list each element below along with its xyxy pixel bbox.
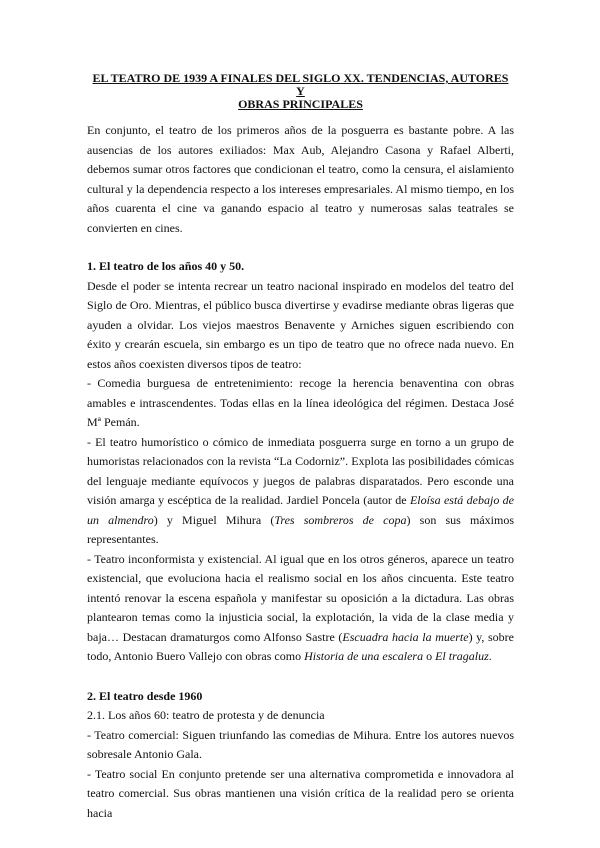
work-tres-sombreros: Tres sombreros de copa [274, 512, 407, 527]
section-1-paragraph: Desde el poder se intenta recrear un teatro nacional inspirado en modelos del teatro del Siglo de Oro. Mientras, el público busca divertirse y evadirse mediante obras ligeras que ayuden a olvidar. Los viejos maestros Benavente y Arniches siguen escribiendo con éxito y crearán escuela, sin embargo es un tipo de teatro que no ofrece nada nuevo. En estos años coexisten diversos tipos de teatro: [87, 278, 514, 371]
title-line-2: OBRAS PRINCIPALES [238, 97, 363, 111]
item-3-text-a: - Teatro inconformista y existencial. Al igual que en los otros géneros, aparece un teatro existencial, que evoluciona hacia el realismo social en los años cincuenta. Este teatro intentó renovar la escena española y manifestar su oposición a la dictadura. Las obras plantearon temas como la injusticia social, la explotación, la vida de la clase media y baja… Destacan dramaturgos como Alfonso Sastre ( [87, 551, 514, 644]
section-1-item-1: - Comedia burguesa de entretenimiento: recoge la herencia benaventina con obras amables e intrascendentes. Todas ellas en la línea ideológica del régimen. Destaca José Mª Pemán. [87, 376, 514, 429]
item-3-text-b: ) y, sobre todo, Antonio Buero Vallejo con obras como [87, 629, 514, 663]
intro-paragraph: En conjunto, el teatro de los primeros años de la posguerra es bastante pobre. A las ausencias de los autores exiliados: Max Aub, Alejandro Casona y Rafael Alberti, debemos sumar otros factores que condicionan el teatro, como la censura, el aislamiento cultural y la dependencia respecto a los intereses empresariales. Al mismo tiempo, en los años cuarenta el cine va ganando espacio al teatro y numerosas salas teatrales se convierten en cines. [87, 123, 514, 235]
item-3-text-c: o [423, 649, 436, 663]
title-line-1: EL TEATRO DE 1939 A FINALES DEL SIGLO XX. TENDENCIAS, AUTORES Y [92, 71, 509, 98]
item-2-text-c: ) son sus máximos representantes. [87, 512, 514, 546]
item-3-text-d: . [488, 649, 492, 663]
item-2-text-a: - El teatro humorístico o cómico de inmediata posguerra surge en torno a un grupo de humoristas relacionados con la revista “La Codorniz”. Explota las posibilidades cómicas del lenguaje mediante equívocos y juegos de palabras disparatados. Pero esconde una visión amarga y escéptica de la realidad. Jardiel Poncela (autor de [87, 434, 514, 507]
section-1-item-3 [87, 550, 514, 667]
section-2-heading: 2. El teatro desde 1960 [87, 688, 203, 703]
work-el-tragaluz: El tragaluz [435, 649, 489, 663]
work-eloisa: Eloísa está debajo de un almendro [87, 493, 514, 527]
section-2-item-2: - Teatro social En conjunto pretende ser una alternativa comprometida e innovadora al teatro comercial. Sus obras mantienen una visión crítica de la realidad pero se orienta hacia [87, 766, 514, 820]
item-2-text-b: ) y Miguel Mihura ( [153, 512, 275, 527]
section-1-heading: 1. El teatro de los años 40 y 50. [87, 259, 245, 273]
section-2-subheading: 2.1. Los años 60: teatro de protesta y de denuncia [87, 708, 325, 722]
section-1-item-2 [87, 433, 514, 550]
work-escuadra: Escuadra hacia la muerte [342, 629, 469, 644]
section-2-item-1: - Teatro comercial: Siguen triunfando las comedias de Mihura. Entre los autores nuevos sobresale Antonio Gala. [87, 727, 514, 761]
work-historia-escalera: Historia de una escalera [304, 649, 424, 663]
document-title [87, 72, 514, 111]
